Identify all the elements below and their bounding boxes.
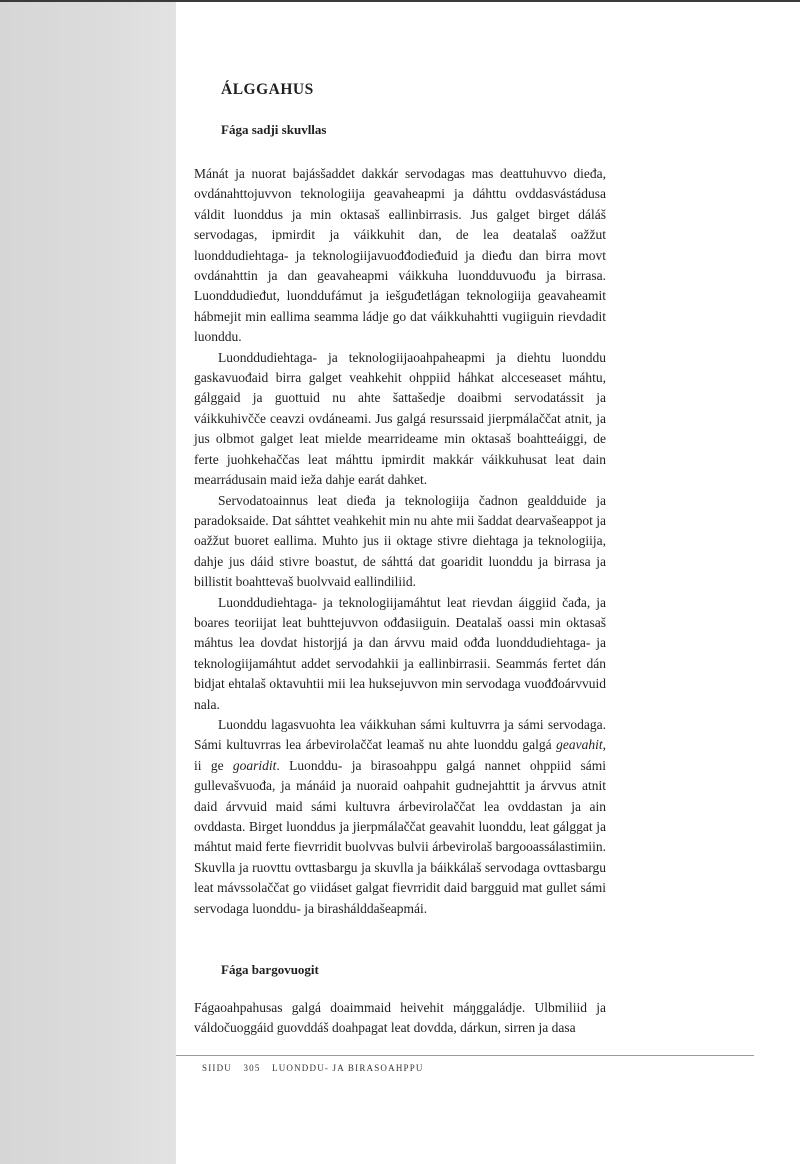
paragraph-5 xyxy=(194,715,606,919)
section-heading-subject-in-school: Fága sadji skuvllas xyxy=(221,122,327,137)
footer-subject: LUONDDU- JA BIRASOAHPPU xyxy=(272,1063,424,1073)
paragraph-6: Fágaoahpahusas galgá doaimmaid heivehit máŋggaládje. Ulbmiliid ja váldočuoggáid guovddáš doahpagat leat dovdda, dárkun, sirren ja dasa xyxy=(194,1000,606,1036)
scan-margin xyxy=(0,0,176,1164)
section-body-subject-in-school xyxy=(194,164,606,919)
section-heading-working-methods: Fága bargovuogit xyxy=(221,962,319,977)
emphasis-destroy: goaridit xyxy=(232,757,277,773)
section-body-working-methods xyxy=(194,998,606,1039)
page-footer xyxy=(202,1063,432,1073)
top-edge-rule xyxy=(0,0,800,2)
paragraph-3: Servodatoainnus leat dieđa ja teknologiija čadnon gealdduide ja paradoksaide. Dat sáhttet veahkehit min nu ahte mii šaddat dearvašeappot ja oažžut buoret eallima. Muhto jus ii oktage stivre diehtaga ja teknologiija, dahje jus dáid stivre boastut, de sáhttá dat goaridit luonddu ja birrasa ja billistit boahttevaš buolvvaid eallindiliid. xyxy=(194,492,606,590)
paragraph-5-part-b: , ii ge xyxy=(194,737,606,773)
page-title: ÁLGGAHUS xyxy=(221,81,314,98)
footer-page-number: 305 xyxy=(243,1063,261,1073)
paragraph-1: Mánát ja nuorat bajásšaddet dakkár servodagas mas deattuhuvvo dieđa, ovdánahttojuvvon teknologiija geavaheapmi ja dáhttu ovddasvástádusa váldit luonddus ja min oktasaš eallinbirrasis. Jus galget birget dáláš servodagas, ipmirdit ja váikkuhit dan, de lea deatalaš oažžut luonddudiehtaga- ja teknologiijavuođđodieđuid ja dieđu dan birra movt ovdánahttin ja dan geavaheapmi váikkuha luondduvuođu ja birrasa. Luonddudieđut, luonddufámut ja iešguđetlágan teknologiija geavaheamit hábmejit min eallima seamma ládje go dat váikkuhahtti vugiiguin rievdadit luonddu. xyxy=(194,166,606,345)
paragraph-2: Luonddudiehtaga- ja teknologiijaoahpaheapmi ja diehtu luonddu gaskavuođaid birra galget veahkehit ohppiid háhkat alcceseaset máhtu, gálggaid ja guottuid nu ahte šattašedje doaibmi servodatássit ja váikkuhivčče ceavzi ovdáneami. Jus galgá resurssaid jierpmálaččat atnit, ja jus olbmot galget leat mielde mearrideame min oktasaš boahtteáiggi, de ferte juohkehaččas leat máhttu ipmirdit makkár váikkuhusat leat dain mearrádusain maid ieža dahje earát dahket. xyxy=(194,349,606,488)
paragraph-4: Luonddudiehtaga- ja teknologiijamáhtut leat rievdan áiggiid čađa, ja boares teoriijat leat buhttejuvvon ođđasiiguin. Deatalaš oassi min oktasaš máhtus lea dovdat historjjá ja dan árvvu maid ođđa luonddudiehtaga- ja teknologiijamáhtut addet servodahkii ja eallinbirrasii. Seammás fertet dán bidjat ehtalaš oktavuhtii mii lea huksejuvvon min servodaga vuođđoárvvuid nala. xyxy=(194,594,606,712)
paragraph-5-part-c: . Luonddu- ja birasoahppu galgá nannet ohppiid sámi gullevašvuođa, ja mánáid ja nuoraid oahpahit gudnejahttit ja árvvus atnit daid árvvuid maid sámi kultuvra árbevirolaččat lea ovddastan ja ain ovddasta. Birget luonddus ja jierpmálaččat geavahit luonddu, leat gálggat ja máhtut maid ferte fievrridit buolvvas bulvii árbevirolaš bargooassálastimiin. Skuvlla ja ruovttu ovttasbargu ja skuvlla ja báikkálaš servodaga ovttasbargu leat mávssolaččat go viidáset galgat fievrridit daid bargguid mat gullet sámi servodaga luonddu- ja birashálddašeapmái. xyxy=(194,757,607,916)
footer-rule xyxy=(176,1055,754,1056)
paragraph-5-part-a: Luonddu lagasvuohta lea váikkuhan sámi kultuvrra ja sámi servodaga. Sámi kultuvrras lea árbevirolaččat leamaš nu ahte luonddu galgá xyxy=(194,716,606,753)
footer-page-label: SIIDU xyxy=(202,1063,232,1073)
emphasis-use: geavahit xyxy=(556,737,603,753)
